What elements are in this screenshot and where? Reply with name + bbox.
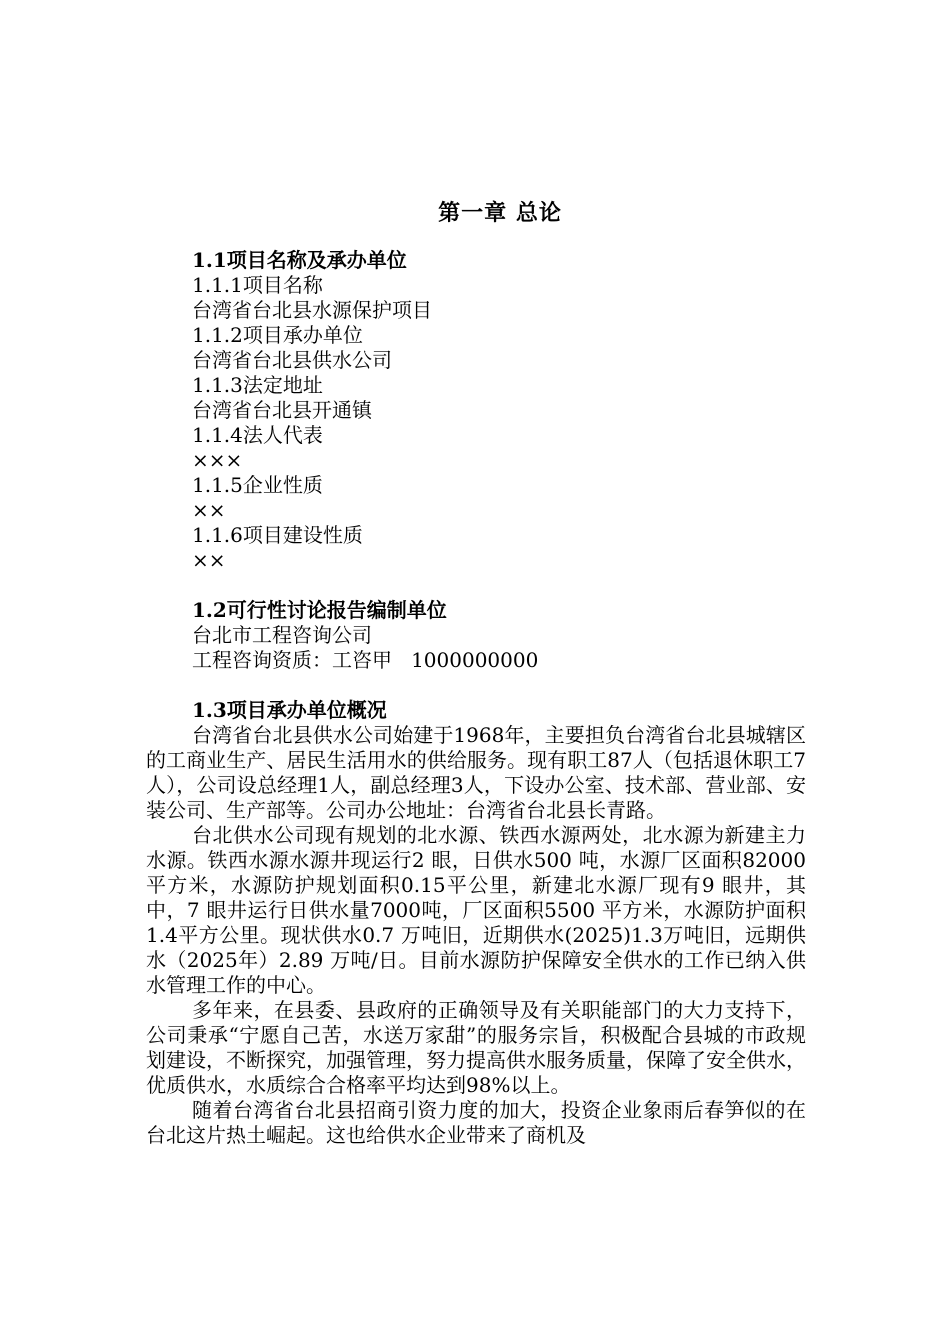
- spacer: [146, 673, 806, 698]
- item-value-1-1-3: 台湾省台北县开通镇: [192, 398, 372, 422]
- paragraph: 台湾省台北县供水公司始建于1968年，主要担负台湾省台北县城辖区的工商业生产、居民生活用水的供给服务。现有职工87人（包括退休职工7人），公司设总经理1人，副总经理3人，下设办公室、技术部、营业部、安装公司、生产部等。公司办公地址：台湾省台北县长青路。: [146, 723, 806, 822]
- chapter-title: 第一章 总论: [438, 200, 562, 226]
- item-label-1-1-3: 1.1.3法定地址: [192, 373, 323, 397]
- item-label-1-1-4: 1.1.4法人代表: [192, 423, 323, 447]
- paragraph: 随着台湾省台北县招商引资力度的加大，投资企业象雨后春笋似的在台北这片热土崛起。这也给供水企业带来了商机及: [146, 1098, 806, 1147]
- item-value-1-1-5: ××: [192, 498, 226, 522]
- item-label-1-1-1: 1.1.1项目名称: [192, 273, 323, 297]
- item-label-1-1-6: 1.1.6项目建设性质: [192, 523, 363, 547]
- compiler-qualification: 工程咨询资质：工咨甲 1000000000: [192, 648, 539, 672]
- document-body: [146, 248, 806, 1148]
- section-heading-1-3: 1.3项目承办单位概况: [192, 698, 387, 722]
- paragraph: 多年来，在县委、县政府的正确领导及有关职能部门的大力支持下，公司秉承“宁愿自己苦，水送万家甜”的服务宗旨，积极配合县城的市政规划建设，不断探究，加强管理，努力提高供水服务质量，保障了安全供水，优质供水，水质综合合格率平均达到98%以上。: [146, 998, 806, 1097]
- item-value-1-1-6: ××: [192, 548, 226, 572]
- item-value-1-1-4: ×××: [192, 448, 243, 472]
- paragraph: 台北供水公司现有规划的北水源、铁西水源两处，北水源为新建主力水源。铁西水源水源井现运行2 眼，日供水500 吨，水源厂区面积82000 平方米，水源防护规划面积0.15平公里，新建北水源厂现有9 眼井，其中，7 眼井运行日供水量7000吨，厂区面积5500 平方米，水源防护面积1.4平方公里。现状供水0.7 万吨旧，近期供水(2025)1.3万吨旧，远期供水（2025年）2.89 万吨/日。目前水源防护保障安全供水的工作已纳入供水管理工作的中心。: [146, 823, 806, 997]
- spacer: [146, 573, 806, 598]
- item-label-1-1-5: 1.1.5企业性质: [192, 473, 323, 497]
- compiler-name: 台北市工程咨询公司: [192, 623, 372, 647]
- section-heading-1-1: 1.1项目名称及承办单位: [192, 248, 407, 272]
- section-heading-1-2: 1.2可行性讨论报告编制单位: [192, 598, 447, 622]
- item-label-1-1-2: 1.1.2项目承办单位: [192, 323, 363, 347]
- item-value-1-1-1: 台湾省台北县水源保护项目: [192, 298, 432, 322]
- item-value-1-1-2: 台湾省台北县供水公司: [192, 348, 392, 372]
